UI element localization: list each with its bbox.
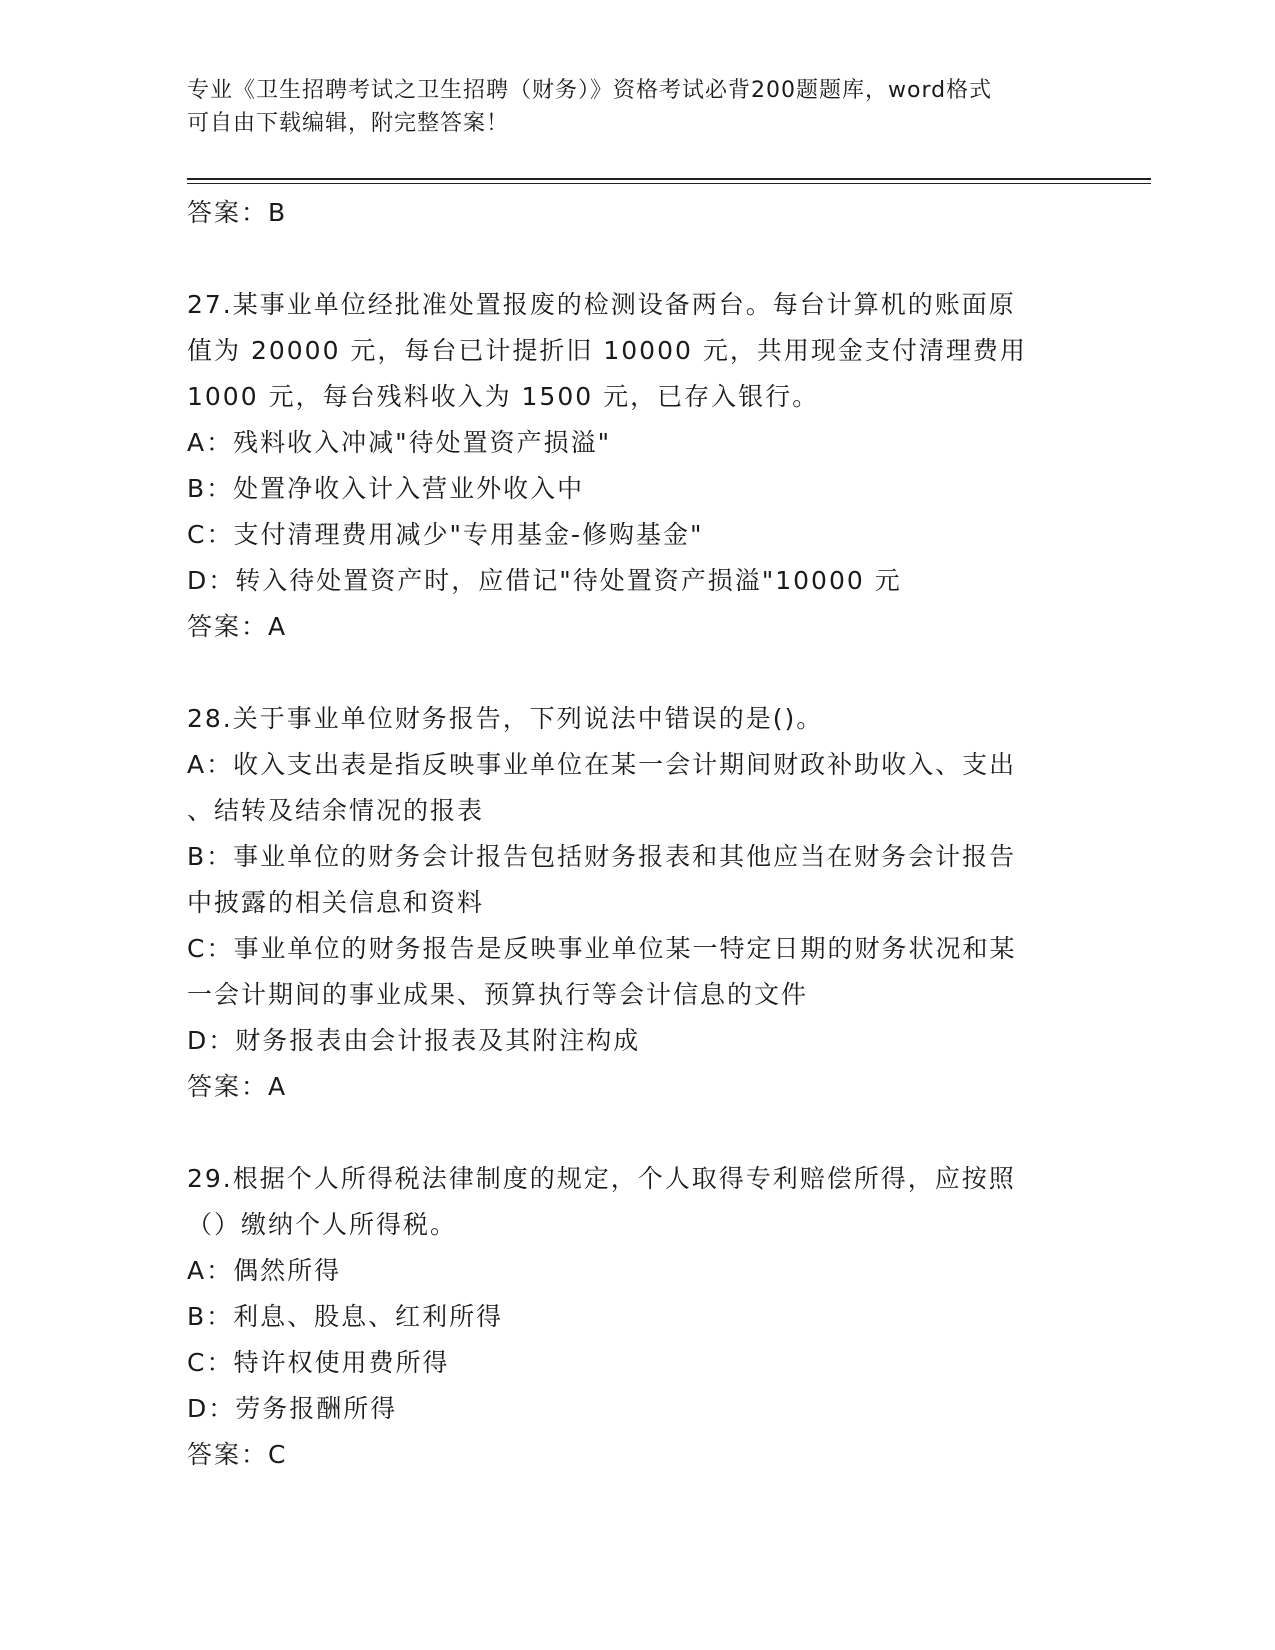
option-b: B：处置净收入计入营业外收入中 [187,474,585,503]
document-header [187,74,1067,140]
question-text-line: （）缴纳个人所得税。 [187,1210,458,1239]
previous-answer: 答案：B [187,198,288,227]
option-a: A：收入支出表是指反映事业单位在某一会计期间财政补助收入、支出 [187,750,1017,779]
question-text-line: 值为 20000 元，每台已计提折旧 10000 元，共用现金支付清理费用 [187,336,1027,365]
spacer [187,236,1087,282]
option-a: A：偶然所得 [187,1256,342,1285]
question-text-line: 27.某事业单位经批准处置报废的检测设备两台。每台计算机的账面原 [187,290,1016,319]
question-block [187,696,1087,1110]
question-list [187,190,1087,1478]
option-d: D：财务报表由会计报表及其附注构成 [187,1026,641,1055]
option-a: A：残料收入冲减"待处置资产损溢" [187,428,612,457]
option-c: C：特许权使用费所得 [187,1348,450,1377]
header-divider [187,178,1151,184]
question-text-line: 29.根据个人所得税法律制度的规定，个人取得专利赔偿所得，应按照 [187,1164,1016,1193]
question-text-line: 28.关于事业单位财务报告，下列说法中错误的是()。 [187,704,824,733]
answer-line: 答案：A [187,1072,288,1101]
header-line-1: 专业《卫生招聘考试之卫生招聘（财务）》资格考试必背200题题库，word格式 [187,78,993,103]
spacer [187,1110,1087,1156]
option-c: C：支付清理费用减少"专用基金-修购基金" [187,520,704,549]
question-block [187,282,1087,650]
header-line-2: 可自由下载编辑，附完整答案！ [187,111,510,136]
answer-line: 答案：C [187,1440,288,1469]
option-c-continued: 一会计期间的事业成果、预算执行等会计信息的文件 [187,980,809,1009]
option-a-continued: 、结转及结余情况的报表 [187,796,485,825]
option-d: D：转入待处置资产时，应借记"待处置资产损溢"10000 元 [187,566,902,595]
answer-line: 答案：A [187,612,288,641]
option-b: B：事业单位的财务会计报告包括财务报表和其他应当在财务会计报告 [187,842,1017,871]
option-c: C：事业单位的财务报告是反映事业单位某一特定日期的财务状况和某 [187,934,1017,963]
question-text-line: 1000 元，每台残料收入为 1500 元，已存入银行。 [187,382,820,411]
question-block [187,1156,1087,1478]
option-b-continued: 中披露的相关信息和资料 [187,888,485,917]
option-b: B：利息、股息、红利所得 [187,1302,504,1331]
option-d: D：劳务报酬所得 [187,1394,398,1423]
spacer [187,650,1087,696]
